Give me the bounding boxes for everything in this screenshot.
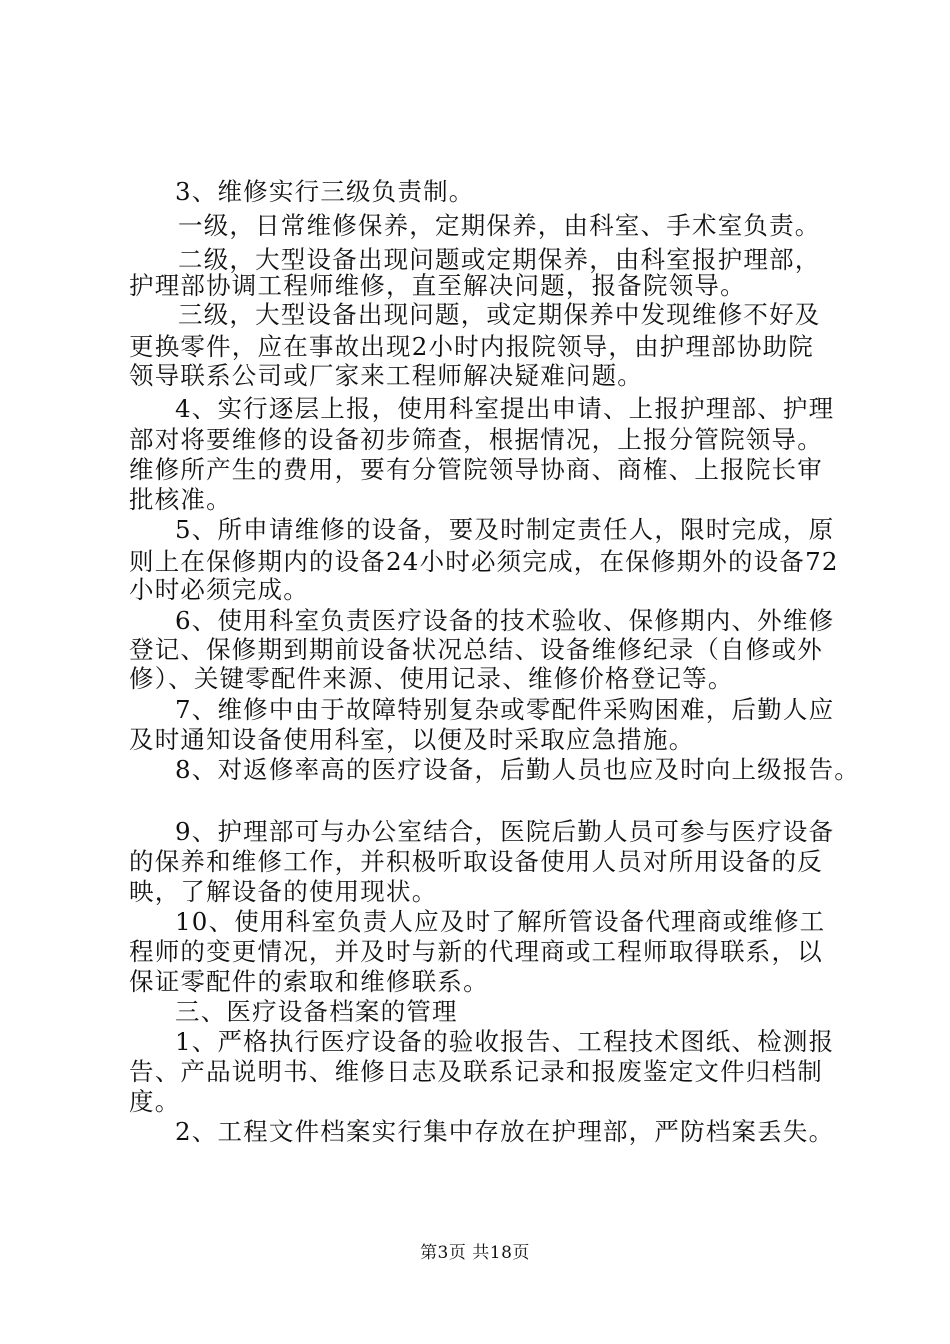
text-line: 登记、保修期到期前设备状况总结、设备维修纪录（自修或外 bbox=[129, 635, 823, 664]
text-line: 3、维修实行三级负责制。 bbox=[175, 177, 475, 206]
text-line: 10、使用科室负责人应及时了解所管设备代理商或维修工 bbox=[175, 907, 826, 936]
text-line: 维修所产生的费用，要有分管院领导协商、商榷、上报院长审 bbox=[129, 455, 823, 484]
text-line: 映，了解设备的使用现状。 bbox=[129, 877, 438, 906]
text-line: 程师的变更情况，并及时与新的代理商或工程师取得联系，以 bbox=[129, 937, 823, 966]
text-line: 则上在保修期内的设备24小时必须完成，在保修期外的设备72 bbox=[129, 547, 839, 576]
text-line: 4、实行逐层上报，使用科室提出申请、上报护理部、护理 bbox=[175, 394, 835, 423]
text-line: 1、严格执行医疗设备的验收报告、工程技术图纸、检测报 bbox=[175, 1027, 835, 1056]
text-line: 小时必须完成。 bbox=[129, 575, 309, 604]
text-line: 7、维修中由于故障特别复杂或零配件采购困难，后勤人应 bbox=[175, 695, 835, 724]
text-line: 9、护理部可与办公室结合，医院后勤人员可参与医疗设备 bbox=[175, 817, 835, 846]
text-line: 度。 bbox=[129, 1087, 181, 1116]
text-line: 修）、关键零配件来源、使用记录、维修价格登记等。 bbox=[129, 664, 734, 693]
text-line: 及时通知设备使用科室，以便及时采取应急措施。 bbox=[129, 725, 695, 754]
text-line: 的保养和维修工作，并积极听取设备使用人员对所用设备的反 bbox=[129, 847, 823, 876]
page-footer: 第3页 共18页 bbox=[420, 1243, 530, 1263]
section-heading: 三、医疗设备档案的管理 bbox=[175, 997, 458, 1026]
text-line: 批核准。 bbox=[129, 485, 232, 514]
text-line: 保证零配件的索取和维修联系。 bbox=[129, 967, 489, 996]
text-line: 告、产品说明书、维修日志及联系记录和报废鉴定文件归档制 bbox=[129, 1057, 823, 1086]
text-line: 2、工程文件档案实行集中存放在护理部，严防档案丢失。 bbox=[175, 1117, 835, 1146]
text-line: 一级，日常维修保养，定期保养，由科室、手术室负责。 bbox=[178, 211, 821, 240]
text-line: 部对将要维修的设备初步筛查，根据情况，上报分管院领导。 bbox=[129, 425, 823, 454]
text-line: 更换零件，应在事故出现2小时内报院领导，由护理部协助院 bbox=[129, 332, 814, 361]
text-line: 6、使用科室负责医疗设备的技术验收、保修期内、外维修 bbox=[175, 606, 835, 635]
text-line: 8、对返修率高的医疗设备，后勤人员也应及时向上级报告。 bbox=[175, 755, 860, 784]
text-line: 护理部协调工程师维修，直至解决问题，报备院领导。 bbox=[129, 271, 746, 300]
text-line: 三级，大型设备出现问题，或定期保养中发现维修不好及 bbox=[178, 300, 821, 329]
text-line: 二级，大型设备出现问题或定期保养，由科室报护理部， bbox=[178, 245, 821, 274]
text-line: 5、所申请维修的设备，要及时制定责任人，限时完成，原 bbox=[175, 515, 835, 544]
text-line: 领导联系公司或厂家来工程师解决疑难问题。 bbox=[129, 361, 643, 390]
